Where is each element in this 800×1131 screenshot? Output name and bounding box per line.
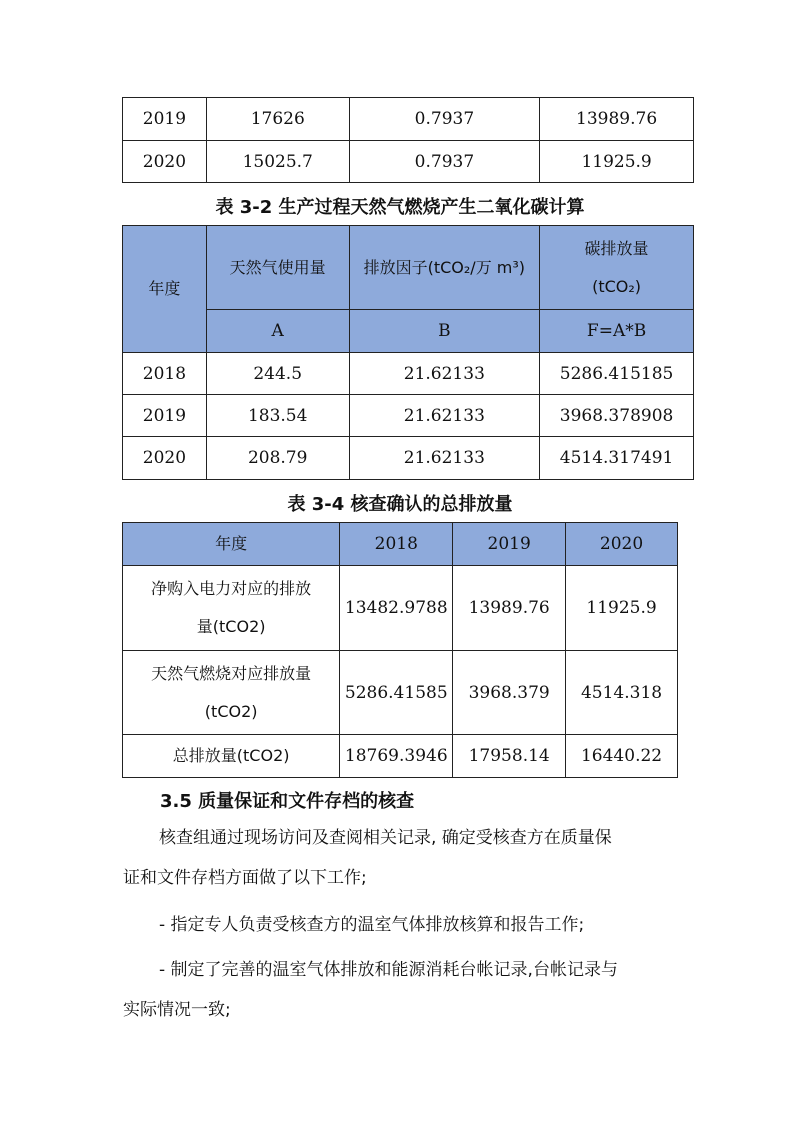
table-3-2 [122, 225, 694, 480]
header-year: 年度 [123, 523, 340, 566]
paragraph-2: - 指定专人负责受核查方的温室气体排放核算和报告工作; [159, 915, 585, 935]
table-3-2-caption: 表 3-2 生产过程天然气燃烧产生二氧化碳计算 [215, 197, 585, 218]
table-row [123, 437, 694, 480]
table-row [123, 98, 694, 141]
subheader-a: A [206, 310, 349, 353]
row-label: 天然气燃烧对应排放量 (tCO2) [123, 651, 340, 735]
cell-value: 18769.3946 [340, 735, 453, 778]
subheader-f: F=A*B [540, 310, 694, 353]
cell-emission: 13989.76 [540, 98, 694, 141]
header-emission-line1: 碳排放量 [584, 238, 649, 258]
header-emission-line2: (tCO₂) [592, 276, 642, 296]
cell-factor: 21.62133 [349, 395, 540, 437]
header-gas-usage: 天然气使用量 [206, 226, 349, 310]
cell-factor: 0.7937 [349, 98, 540, 141]
cell-year: 2020 [123, 437, 207, 480]
cell-year: 2019 [123, 98, 207, 141]
header-year-2019: 2019 [453, 523, 566, 566]
cell-value: 4514.318 [566, 651, 678, 735]
cell-value: 17958.14 [453, 735, 566, 778]
table-3-4-caption: 表 3-4 核查确认的总排放量 [287, 494, 513, 515]
cell-value: 15025.7 [206, 141, 349, 183]
cell-value: 16440.22 [566, 735, 678, 778]
header-emission-factor: 排放因子(tCO₂/万 m³) [349, 226, 540, 310]
cell-emission: 4514.317491 [540, 437, 694, 480]
cell-gas-usage: 183.54 [206, 395, 349, 437]
table-row [123, 395, 694, 437]
cell-year: 2018 [123, 353, 207, 395]
header-emission [540, 226, 694, 310]
cell-factor: 0.7937 [349, 141, 540, 183]
table-continued [122, 97, 694, 183]
cell-gas-usage: 208.79 [206, 437, 349, 480]
cell-year: 2020 [123, 141, 207, 183]
table-3-4 [122, 522, 678, 778]
cell-emission: 3968.378908 [540, 395, 694, 437]
cell-factor: 21.62133 [349, 353, 540, 395]
table-row [123, 566, 678, 651]
paragraph-1: 核查组通过现场访问及查阅相关记录, 确定受核查方在质量保 证和文件存档方面做了以下工作; [123, 828, 612, 888]
table-row [123, 735, 678, 778]
cell-year: 2019 [123, 395, 207, 437]
cell-emission: 11925.9 [540, 141, 694, 183]
subheader-b: B [349, 310, 540, 353]
cell-factor: 21.62133 [349, 437, 540, 480]
cell-value: 13989.76 [453, 566, 566, 651]
table-row [123, 651, 678, 735]
table-header-row [123, 523, 678, 566]
cell-value: 17626 [206, 98, 349, 141]
table-row [123, 141, 694, 183]
table-subheader-row [123, 310, 694, 353]
row-label: 净购入电力对应的排放 量(tCO2) [123, 566, 340, 651]
paragraph-3: - 制定了完善的温室气体排放和能源消耗台帐记录,台帐记录与 实际情况一致; [123, 960, 618, 1020]
header-year: 年度 [123, 226, 207, 353]
table-row [123, 353, 694, 395]
cell-value: 11925.9 [566, 566, 678, 651]
cell-gas-usage: 244.5 [206, 353, 349, 395]
header-year-2018: 2018 [340, 523, 453, 566]
cell-emission: 5286.415185 [540, 353, 694, 395]
header-year-2020: 2020 [566, 523, 678, 566]
row-label: 总排放量(tCO2) [123, 735, 340, 778]
cell-value: 13482.9788 [340, 566, 453, 651]
table-header-row [123, 226, 694, 310]
cell-value: 5286.41585 [340, 651, 453, 735]
cell-value: 3968.379 [453, 651, 566, 735]
section-heading: 3.5 质量保证和文件存档的核查 [160, 791, 415, 812]
